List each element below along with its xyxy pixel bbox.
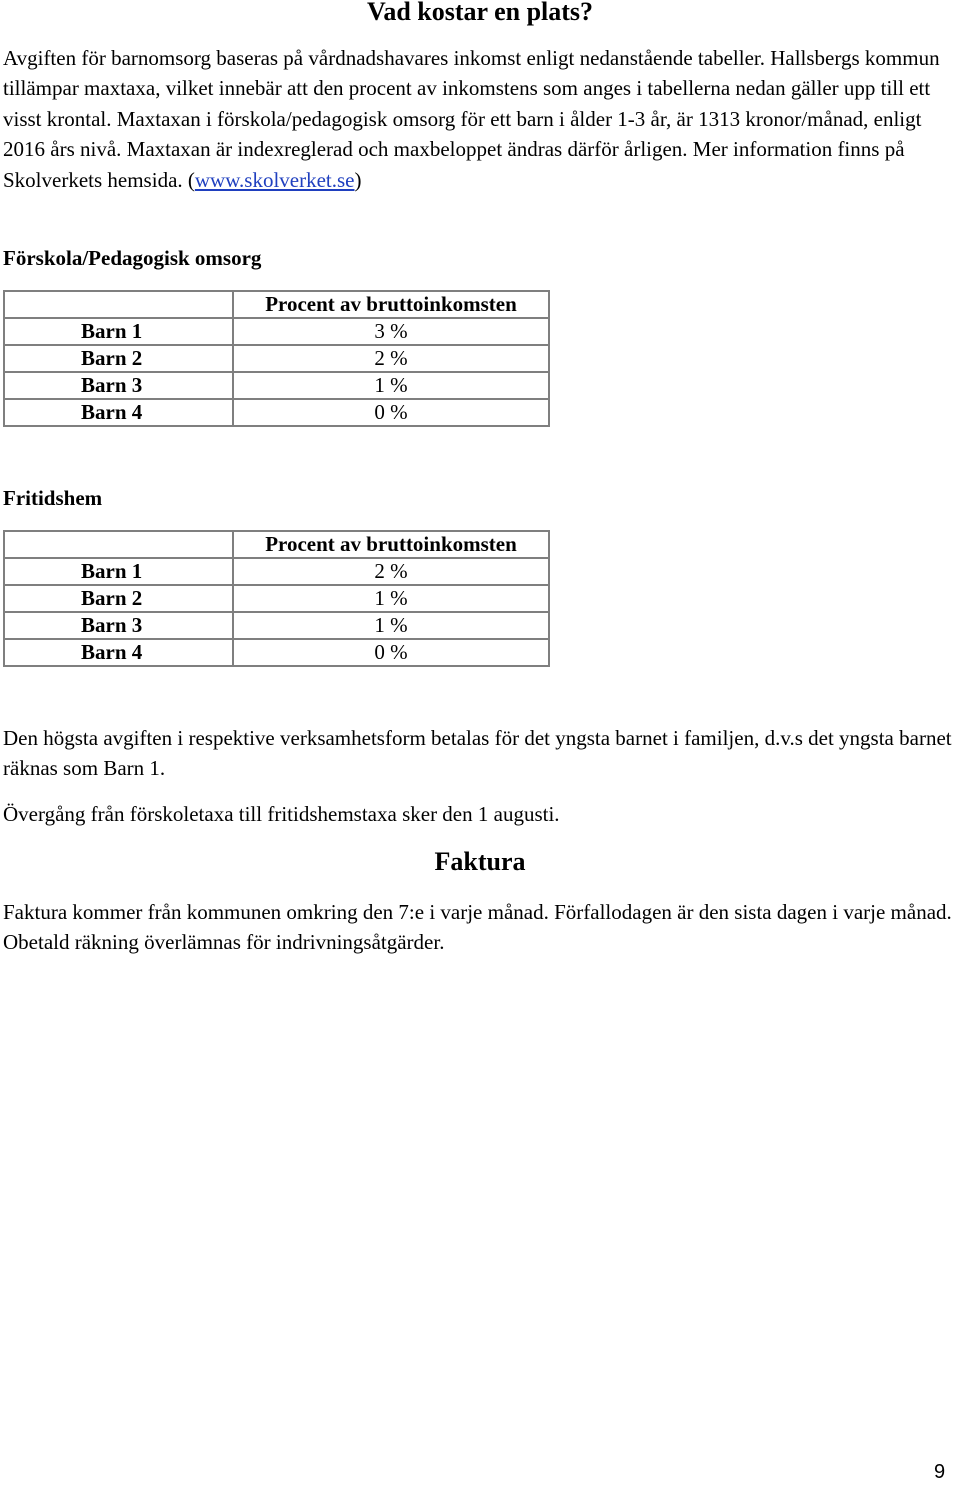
page-title: Vad kostar en plats? [366,0,594,26]
table-header-empty-cell [4,291,233,318]
table-header-empty-cell [4,531,233,558]
row-value: 0 % [233,399,549,426]
row-label: Barn 1 [81,559,143,583]
row-label: Barn 4 [81,400,143,424]
table-row [4,345,549,372]
table-row [4,318,549,345]
table-column-header: Procent av bruttoinkomsten [233,531,549,558]
row-value: 1 % [233,372,549,399]
table-row [4,585,549,612]
table-column-header: Procent av bruttoinkomsten [233,291,549,318]
fritidshem-heading: Fritidshem [3,486,103,510]
forskola-heading: Förskola/Pedagogisk omsorg [3,246,262,270]
faktura-paragraph: Faktura kommer från kommunen omkring den 7:e i varje månad. Förfallodagen är den sista dagen i varje månad. Obetald räkning överlämnas för indrivningsåtgärder. [3,900,952,954]
row-value: 2 % [233,345,549,372]
row-label: Barn 3 [81,613,143,637]
row-value: 3 % [233,318,549,345]
table-header-row [4,531,549,558]
intro-suffix: ) [354,167,362,192]
page-number: 9 [934,1461,946,1483]
intro-text: Avgiften för barnomsorg baseras på vårdnadshavares inkomst enligt nedanstående tabeller. Hallsbergs kommun tillämpar maxtaxa, vilket innebär att den procent av inkomstens som anges i tabellerna nedan gäller upp till ett visst krontal. Maxtaxan i förskola/pedagogisk omsorg för ett barn i ålder 1-3 år, är 1313 kronor/månad, enligt 2016 års nivå. Maxtaxan är indexreglerad och maxbeloppet ändras därför årligen. Mer information finns på Skolverkets hemsida. ( [3,46,940,192]
row-label: Barn 2 [81,586,143,610]
transition-note: Övergång från förskoletaxa till fritidshemstaxa sker den 1 augusti. [3,802,560,826]
table-row [4,399,549,426]
table-row [4,639,549,666]
row-value: 1 % [233,585,549,612]
row-label: Barn 2 [81,346,143,370]
row-label: Barn 1 [81,319,143,343]
row-label: Barn 4 [81,640,143,664]
table-row [4,372,549,399]
row-value: 0 % [233,639,549,666]
row-value: 1 % [233,612,549,639]
skolverket-link[interactable]: www.skolverket.se [194,167,355,192]
table-row [4,612,549,639]
table-header-row [4,291,549,318]
fritidshem-fee-table [3,530,550,667]
table-row [4,558,549,585]
faktura-heading: Faktura [434,847,526,876]
row-label: Barn 3 [81,373,143,397]
youngest-child-note: Den högsta avgiften i respektive verksamhetsform betalas för det yngsta barnet i familjen, d.v.s det yngsta barnet räknas som Barn 1. [3,726,952,780]
forskola-fee-table [3,290,550,427]
row-value: 2 % [233,558,549,585]
intro-paragraph [3,43,955,195]
